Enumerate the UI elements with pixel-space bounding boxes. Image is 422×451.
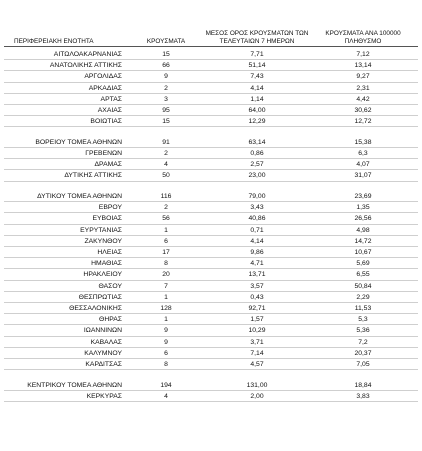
cell-per100k: 5,3 — [358, 316, 368, 324]
table-row — [4, 236, 418, 247]
cell-cases: 95 — [162, 106, 170, 114]
cell-per100k: 50,84 — [354, 282, 372, 290]
cell-avg7: 7,71 — [250, 51, 264, 58]
cell-cases: 1 — [164, 293, 168, 301]
cell-region: ΒΟΙΩΤΙΑΣ — [90, 118, 122, 126]
table-row — [4, 303, 418, 314]
cell-per100k: 3,83 — [356, 392, 370, 400]
cell-region: ΑΡΤΑΣ — [100, 95, 122, 103]
cell-per100k: 31,07 — [354, 172, 372, 180]
cell-avg7: 0,71 — [250, 226, 264, 234]
cell-per100k: 2,31 — [356, 84, 370, 92]
table-row — [4, 116, 418, 127]
cell-avg7: 1,14 — [250, 95, 264, 103]
cell-region: ΑΡΓΟΛΙΔΑΣ — [84, 73, 122, 81]
cell-avg7: 13,71 — [248, 271, 266, 279]
table-row — [4, 159, 418, 170]
cell-avg7: 12,29 — [248, 118, 266, 126]
group-spacer — [4, 127, 418, 137]
table-row — [4, 292, 418, 303]
cell-avg7: 23,00 — [248, 172, 266, 180]
table-row — [4, 225, 418, 236]
cell-cases: 1 — [164, 226, 168, 234]
cell-avg7: 40,86 — [248, 215, 266, 223]
cell-avg7: 4,14 — [250, 237, 264, 245]
cell-per100k: 13,14 — [354, 62, 372, 70]
table-row — [4, 71, 418, 82]
cell-per100k: 14,72 — [354, 237, 372, 245]
cell-per100k: 18,84 — [354, 381, 372, 389]
table-group — [4, 191, 418, 370]
table-body — [4, 49, 418, 402]
cell-per100k: 9,27 — [356, 73, 370, 81]
cell-cases: 9 — [164, 73, 168, 81]
cell-per100k: 7,2 — [358, 338, 368, 346]
cell-region: ΚΕΝΤΡΙΚΟΥ ΤΟΜΕΑ ΑΘΗΝΩΝ — [27, 381, 122, 389]
cell-per100k: 7,05 — [356, 360, 370, 368]
cell-region: ΘΗΡΑΣ — [99, 316, 122, 324]
table-row — [4, 170, 418, 181]
group-spacer — [4, 370, 418, 380]
cell-region: ΒΟΡΕΙΟΥ ΤΟΜΕΑ ΑΘΗΝΩΝ — [35, 138, 122, 146]
cell-per100k: 23,69 — [354, 193, 372, 201]
cell-region: ΗΡΑΚΛΕΙΟΥ — [83, 271, 122, 279]
cell-region: ΔΥΤΙΚΗΣ ΑΤΤΙΚΗΣ — [64, 172, 122, 180]
cell-per100k: 12,72 — [354, 118, 372, 126]
cell-region: ΕΥΡΥΤΑΝΙΑΣ — [80, 226, 122, 234]
cell-cases: 7 — [164, 282, 168, 290]
cell-region: ΚΑΒΑΛΑΣ — [90, 338, 122, 346]
cell-avg7: 4,14 — [250, 84, 264, 92]
table-row — [4, 137, 418, 148]
group-spacer — [4, 182, 418, 192]
table-group — [4, 137, 418, 182]
cell-per100k: 10,67 — [354, 249, 372, 256]
cell-region: ΘΑΣΟΥ — [98, 282, 122, 290]
cell-cases: 17 — [162, 249, 170, 256]
cell-region: ΗΜΑΘΙΑΣ — [91, 260, 122, 268]
table-row — [4, 281, 418, 292]
cell-avg7: 3,57 — [250, 282, 264, 290]
table-group — [4, 380, 418, 402]
cell-avg7: 63,14 — [248, 138, 266, 146]
cell-cases: 20 — [162, 271, 170, 279]
cell-region: ΑΝΑΤΟΛΙΚΗΣ ΑΤΤΙΚΗΣ — [49, 62, 122, 70]
table-row — [4, 325, 418, 336]
cell-per100k: 26,56 — [354, 215, 372, 223]
cell-region: ΔΡΑΜΑΣ — [94, 161, 122, 169]
cell-cases: 15 — [162, 118, 170, 126]
cell-cases: 8 — [164, 260, 168, 268]
table-row — [4, 359, 418, 370]
cell-cases: 6 — [164, 237, 168, 245]
header-cases: ΚΡΟΥΣΜΑΤΑ — [146, 38, 186, 45]
table-row — [4, 247, 418, 258]
table-header — [4, 2, 418, 47]
table-row — [4, 391, 418, 402]
table-row — [4, 269, 418, 280]
cell-cases: 9 — [164, 327, 168, 335]
cell-avg7: 64,00 — [248, 106, 266, 114]
cell-region: ΖΑΚΥΝΘΟΥ — [84, 237, 122, 245]
cell-cases: 116 — [160, 193, 172, 201]
table-row — [4, 94, 418, 105]
cell-avg7: 2,00 — [250, 392, 264, 400]
cell-cases: 2 — [164, 84, 168, 92]
table-row — [4, 380, 418, 391]
cell-cases: 4 — [164, 161, 168, 169]
cell-region: ΕΒΡΟΥ — [98, 204, 122, 212]
cell-per100k: 15,38 — [354, 138, 372, 146]
table-row — [4, 60, 418, 71]
table-row — [4, 202, 418, 213]
cell-avg7: 10,29 — [248, 327, 266, 335]
cell-avg7: 2,57 — [250, 161, 264, 169]
cell-region: ΑΧΑΙΑΣ — [97, 106, 122, 114]
cell-region: ΕΥΒΟΙΑΣ — [92, 215, 122, 223]
cell-region: ΚΑΡΔΙΤΣΑΣ — [85, 360, 122, 368]
cell-cases: 9 — [164, 338, 168, 346]
cell-cases: 4 — [164, 392, 168, 400]
cell-cases: 6 — [164, 349, 168, 357]
cell-cases: 91 — [162, 138, 170, 146]
cell-per100k: 30,62 — [354, 106, 372, 114]
cell-avg7: 4,71 — [250, 260, 264, 268]
table-row — [4, 213, 418, 224]
table-row — [4, 258, 418, 269]
cell-avg7: 0,86 — [250, 150, 264, 157]
table-row — [4, 148, 418, 159]
cell-per100k: 7,12 — [356, 51, 370, 58]
cell-avg7: 7,14 — [250, 349, 264, 357]
cell-region: ΑΙΤΩΛΟΑΚΑΡΝΑΝΙΑΣ — [53, 51, 122, 58]
cell-per100k: 1,35 — [356, 204, 370, 212]
cell-region: ΚΕΡΚΥΡΑΣ — [86, 392, 122, 400]
cell-avg7: 3,43 — [250, 204, 264, 212]
cell-avg7: 79,00 — [248, 193, 266, 201]
cell-region: ΔΥΤΙΚΟΥ ΤΟΜΕΑ ΑΘΗΝΩΝ — [37, 193, 122, 201]
cell-per100k: 5,69 — [356, 260, 370, 268]
cell-avg7: 51,14 — [248, 62, 266, 70]
cell-region: ΘΕΣΣΑΛΟΝΙΚΗΣ — [69, 304, 122, 312]
table-row — [4, 191, 418, 202]
cell-avg7: 9,86 — [250, 249, 264, 256]
table-row — [4, 49, 418, 60]
header-avg7: ΜΕΣΟΣ ΟΡΟΣ ΚΡΟΥΣΜΑΤΩΝ ΤΩΝ ΤΕΛΕΥΤΑΙΩΝ 7 ΗΜΕΡΩΝ — [205, 30, 309, 45]
cell-per100k: 20,37 — [354, 349, 372, 357]
header-region: ΠΕΡΙΦΕΡΕΙΑΚΗ ΕΝΟΤΗΤΑ — [14, 38, 94, 45]
cell-cases: 15 — [162, 51, 170, 58]
table-row — [4, 314, 418, 325]
table-row — [4, 348, 418, 359]
cell-region: ΑΡΚΑΔΙΑΣ — [88, 84, 122, 92]
header-per100k: ΚΡΟΥΣΜΑΤΑ ΑΝΑ 100000 ΠΛΗΘΥΣΜΟ — [325, 30, 401, 45]
cell-cases: 56 — [162, 215, 170, 223]
table-group — [4, 49, 418, 127]
cell-cases: 1 — [164, 316, 168, 324]
cell-per100k: 2,29 — [356, 293, 370, 301]
cell-per100k: 6,3 — [358, 150, 368, 157]
cell-cases: 2 — [164, 204, 168, 212]
cell-avg7: 92,71 — [248, 304, 266, 312]
cell-cases: 8 — [164, 360, 168, 368]
cell-region: ΓΡΕΒΕΝΩΝ — [85, 150, 122, 157]
cell-per100k: 11,53 — [354, 304, 372, 312]
cell-region: ΗΛΕΙΑΣ — [97, 249, 122, 256]
cell-avg7: 1,57 — [250, 316, 264, 324]
cell-cases: 2 — [164, 150, 168, 157]
table-row — [4, 337, 418, 348]
cell-per100k: 5,36 — [356, 327, 370, 335]
cell-region: ΙΩΑΝΝΙΝΩΝ — [83, 327, 122, 335]
cell-avg7: 7,43 — [250, 73, 264, 81]
table-row — [4, 83, 418, 94]
cell-cases: 128 — [160, 304, 172, 312]
cell-cases: 66 — [162, 62, 170, 70]
cell-avg7: 131,00 — [246, 381, 268, 389]
cell-per100k: 4,42 — [356, 95, 370, 103]
table-row — [4, 105, 418, 116]
cell-cases: 3 — [164, 95, 168, 103]
cell-avg7: 4,57 — [250, 360, 264, 368]
cell-cases: 50 — [162, 172, 170, 180]
cell-per100k: 4,98 — [356, 226, 370, 234]
cell-per100k: 6,55 — [356, 271, 370, 279]
cell-avg7: 3,71 — [250, 338, 264, 346]
cell-region: ΚΑΛΥΜΝΟΥ — [84, 349, 122, 357]
cell-cases: 194 — [160, 381, 172, 389]
cell-avg7: 0,43 — [250, 293, 264, 301]
cell-per100k: 4,07 — [356, 161, 370, 169]
cell-region: ΘΕΣΠΡΩΤΙΑΣ — [78, 293, 122, 301]
